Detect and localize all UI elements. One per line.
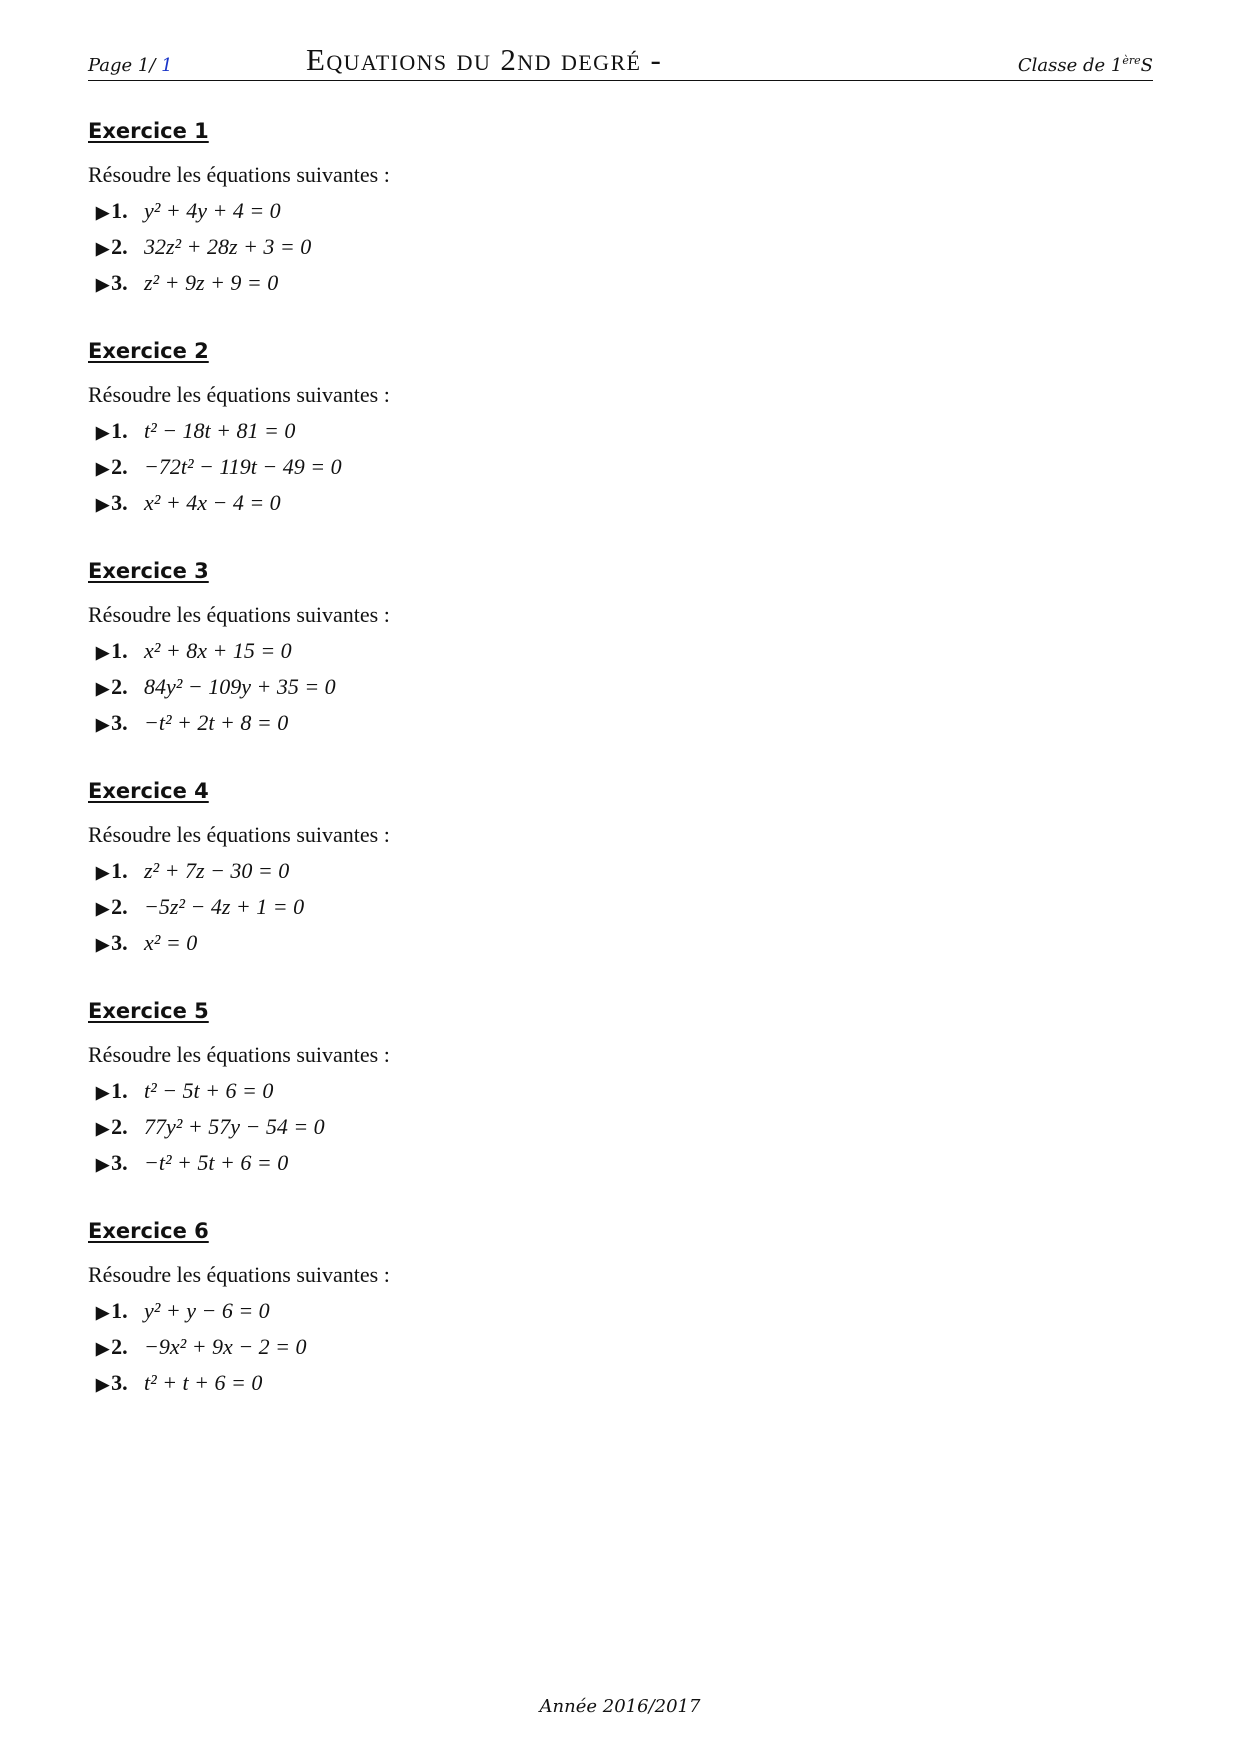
- equation-item: [88, 413, 1153, 449]
- class-label-suffix: S: [1140, 55, 1153, 76]
- equation-text: −5z² − 4z + 1 = 0: [144, 894, 305, 919]
- exercise-instruction: Résoudre les équations suivantes :: [88, 1042, 390, 1067]
- item-number-label: 3.: [111, 1370, 128, 1395]
- page-footer: Année 2016/2017: [539, 1696, 701, 1717]
- equation-text: −t² + 5t + 6 = 0: [144, 1150, 289, 1175]
- triangle-bullet-icon: ▶: [96, 1155, 110, 1174]
- triangle-bullet-icon: ▶: [96, 679, 110, 698]
- exercise-instruction: Résoudre les équations suivantes :: [88, 162, 390, 187]
- item-number-label: 1.: [111, 638, 128, 663]
- item-number: [96, 1365, 144, 1403]
- item-number: [96, 193, 144, 231]
- equation-text: t² + t + 6 = 0: [144, 1370, 263, 1395]
- equation-item: [88, 265, 1153, 301]
- triangle-bullet-icon: ▶: [96, 459, 110, 478]
- triangle-bullet-icon: ▶: [96, 423, 110, 442]
- item-number: [96, 853, 144, 891]
- triangle-bullet-icon: ▶: [96, 715, 110, 734]
- item-number-label: 2.: [111, 1114, 128, 1139]
- item-number-label: 1.: [111, 858, 128, 883]
- exercise-1: [88, 116, 1153, 301]
- equation-item: [88, 193, 1153, 229]
- item-number: [96, 705, 144, 743]
- equation-text: t² − 5t + 6 = 0: [144, 1078, 274, 1103]
- item-number-label: 1.: [111, 418, 128, 443]
- equation-text: −72t² − 119t − 49 = 0: [144, 454, 342, 479]
- equation-text: 84y² − 109y + 35 = 0: [144, 674, 336, 699]
- exercise-title: Exercice 1: [88, 119, 209, 143]
- exercise-instruction: Résoudre les équations suivantes :: [88, 382, 390, 407]
- item-number: [96, 449, 144, 487]
- triangle-bullet-icon: ▶: [96, 495, 110, 514]
- exercise-6: [88, 1216, 1153, 1401]
- item-number: [96, 1145, 144, 1183]
- triangle-bullet-icon: ▶: [96, 1339, 110, 1358]
- triangle-bullet-icon: ▶: [96, 935, 110, 954]
- exercise-5: [88, 996, 1153, 1181]
- equation-item: [88, 925, 1153, 961]
- item-number-label: 3.: [111, 1150, 128, 1175]
- triangle-bullet-icon: ▶: [96, 1083, 110, 1102]
- page-header: [88, 40, 1153, 81]
- item-number-label: 2.: [111, 454, 128, 479]
- triangle-bullet-icon: ▶: [96, 1375, 110, 1394]
- equation-item: [88, 485, 1153, 521]
- triangle-bullet-icon: ▶: [96, 863, 110, 882]
- equation-item: [88, 1109, 1153, 1145]
- equation-list: [88, 853, 1153, 961]
- item-number-label: 3.: [111, 930, 128, 955]
- item-number-label: 1.: [111, 1078, 128, 1103]
- equation-text: x² + 4x − 4 = 0: [144, 490, 281, 515]
- item-number-label: 2.: [111, 894, 128, 919]
- equation-text: x² = 0: [144, 930, 198, 955]
- equation-item: [88, 633, 1153, 669]
- exercise-title: Exercice 2: [88, 339, 209, 363]
- equation-item: [88, 889, 1153, 925]
- item-number: [96, 1329, 144, 1367]
- item-number: [96, 485, 144, 523]
- page-total-link[interactable]: 1: [161, 55, 173, 76]
- equation-item: [88, 229, 1153, 265]
- equation-item: [88, 449, 1153, 485]
- equation-list: [88, 1293, 1153, 1401]
- equation-item: [88, 1293, 1153, 1329]
- document-title: Equations du 2nd degré -: [306, 42, 663, 77]
- equation-list: [88, 1073, 1153, 1181]
- page-number: [88, 55, 173, 76]
- exercise-title: Exercice 5: [88, 999, 209, 1023]
- item-number: [96, 229, 144, 267]
- triangle-bullet-icon: ▶: [96, 1303, 110, 1322]
- triangle-bullet-icon: ▶: [96, 899, 110, 918]
- class-label-prefix: Classe de 1: [1017, 55, 1123, 76]
- equation-item: [88, 1365, 1153, 1401]
- item-number-label: 1.: [111, 198, 128, 223]
- triangle-bullet-icon: ▶: [96, 275, 110, 294]
- exercise-title: Exercice 3: [88, 559, 209, 583]
- equation-item: [88, 853, 1153, 889]
- item-number: [96, 265, 144, 303]
- item-number: [96, 669, 144, 707]
- equation-text: z² + 9z + 9 = 0: [144, 270, 279, 295]
- equation-item: [88, 1145, 1153, 1181]
- item-number: [96, 413, 144, 451]
- class-label: [1018, 54, 1153, 76]
- exercise-3: [88, 556, 1153, 741]
- item-number-label: 2.: [111, 1334, 128, 1359]
- equation-text: −9x² + 9x − 2 = 0: [144, 1334, 307, 1359]
- item-number: [96, 925, 144, 963]
- exercise-instruction: Résoudre les équations suivantes :: [88, 602, 390, 627]
- equation-text: y² + y − 6 = 0: [144, 1298, 270, 1323]
- exercise-title: Exercice 4: [88, 779, 209, 803]
- item-number-label: 3.: [111, 710, 128, 735]
- equation-text: z² + 7z − 30 = 0: [144, 858, 290, 883]
- equation-text: −t² + 2t + 8 = 0: [144, 710, 289, 735]
- triangle-bullet-icon: ▶: [96, 643, 110, 662]
- triangle-bullet-icon: ▶: [96, 1119, 110, 1138]
- item-number-label: 1.: [111, 1298, 128, 1323]
- equation-list: [88, 413, 1153, 521]
- class-label-sup: ère: [1122, 54, 1141, 67]
- item-number-label: 2.: [111, 234, 128, 259]
- equation-text: x² + 8x + 15 = 0: [144, 638, 292, 663]
- equation-item: [88, 1329, 1153, 1365]
- item-number: [96, 889, 144, 927]
- equation-item: [88, 705, 1153, 741]
- equation-text: t² − 18t + 81 = 0: [144, 418, 296, 443]
- equation-item: [88, 669, 1153, 705]
- equation-text: 32z² + 28z + 3 = 0: [144, 234, 312, 259]
- page-number-prefix: Page 1/: [88, 55, 162, 76]
- item-number: [96, 1293, 144, 1331]
- equation-text: 77y² + 57y − 54 = 0: [144, 1114, 325, 1139]
- exercise-instruction: Résoudre les équations suivantes :: [88, 822, 390, 847]
- item-number-label: 3.: [111, 270, 128, 295]
- triangle-bullet-icon: ▶: [96, 239, 110, 258]
- exercise-title: Exercice 6: [88, 1219, 209, 1243]
- equation-list: [88, 193, 1153, 301]
- item-number-label: 2.: [111, 674, 128, 699]
- item-number: [96, 633, 144, 671]
- exercise-instruction: Résoudre les équations suivantes :: [88, 1262, 390, 1287]
- equation-list: [88, 633, 1153, 741]
- exercise-2: [88, 336, 1153, 521]
- item-number: [96, 1109, 144, 1147]
- item-number: [96, 1073, 144, 1111]
- triangle-bullet-icon: ▶: [96, 203, 110, 222]
- exercise-4: [88, 776, 1153, 961]
- equation-item: [88, 1073, 1153, 1109]
- item-number-label: 3.: [111, 490, 128, 515]
- equation-text: y² + 4y + 4 = 0: [144, 198, 281, 223]
